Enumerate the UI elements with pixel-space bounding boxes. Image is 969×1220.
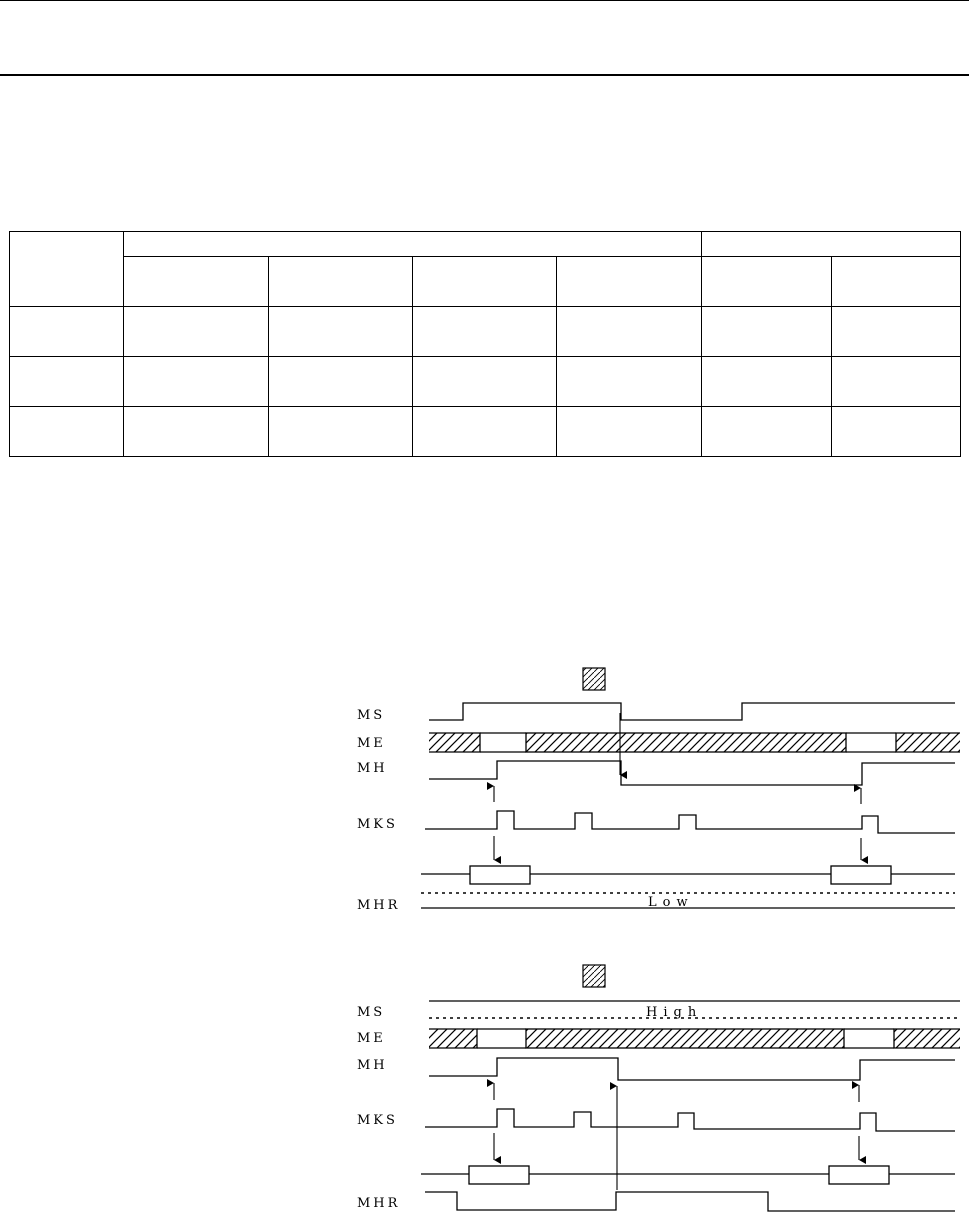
signal-label-mks: MKS <box>357 1113 398 1128</box>
timing-diagram-top <box>357 668 960 913</box>
hatch-legend-swatch <box>583 965 605 987</box>
signal-label-mh: MH <box>357 761 388 776</box>
mks-waveform <box>425 811 955 833</box>
internal-process-line <box>421 866 955 884</box>
mhr-level-label: Low <box>648 895 694 910</box>
timing-diagram-bottom <box>357 965 960 1211</box>
mhr-waveform <box>425 1192 955 1211</box>
signal-label-me: ME <box>357 736 386 751</box>
mh-waveform <box>429 1058 955 1080</box>
mks-waveform <box>425 1109 955 1131</box>
me-waveform <box>429 1029 960 1048</box>
hatch-legend-swatch <box>583 668 605 690</box>
signal-label-ms: MS <box>357 1005 386 1020</box>
signal-label-mks: MKS <box>357 817 398 832</box>
me-waveform <box>429 733 960 752</box>
ms-waveform <box>429 703 955 720</box>
mh-waveform <box>429 761 955 785</box>
signal-label-ms: MS <box>357 708 386 723</box>
signal-label-mh: MH <box>357 1058 388 1073</box>
signal-label-mhr: MHR <box>357 1196 401 1211</box>
signal-label-me: ME <box>357 1031 386 1046</box>
signal-label-mhr: MHR <box>357 898 401 913</box>
ms-level-label: High <box>646 1005 703 1020</box>
internal-process-line <box>421 1166 955 1184</box>
